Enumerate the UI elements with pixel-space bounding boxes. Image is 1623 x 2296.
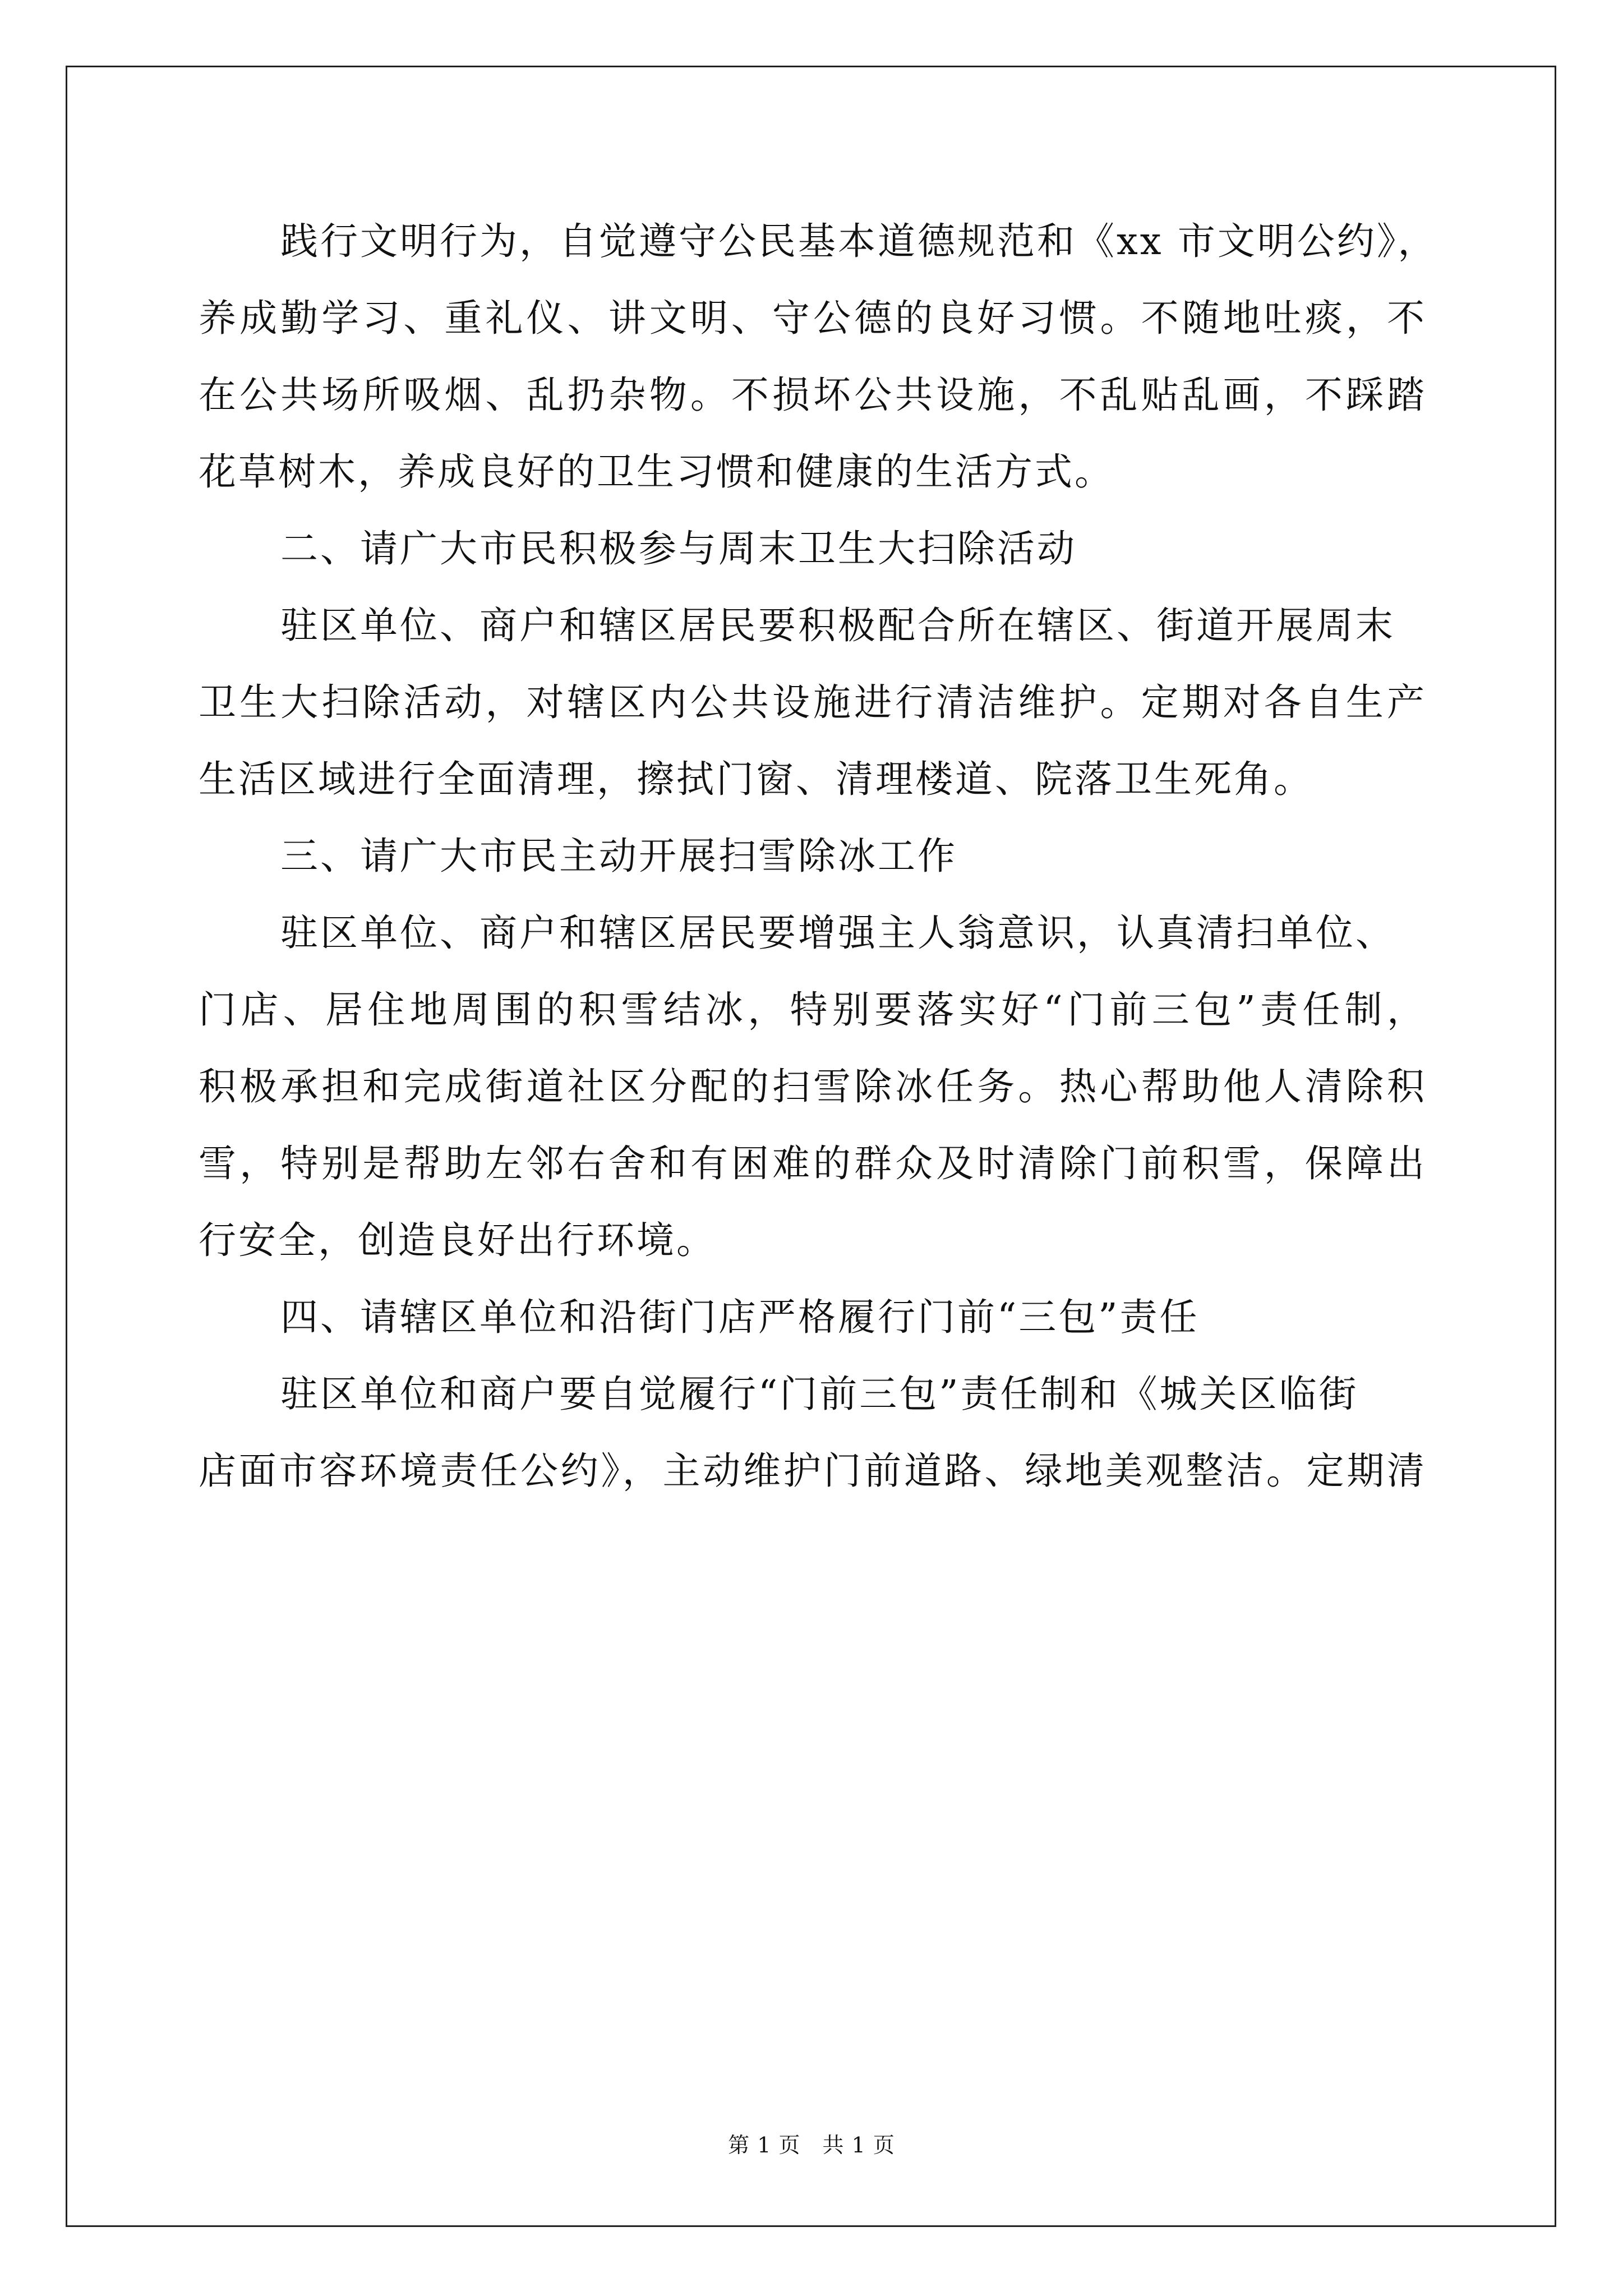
section-heading: 四、请辖区单位和沿街门店严格履行门前“三包”责任: [280, 1295, 1200, 1339]
paragraph-line: 践行文明行为，自觉遵守公民基本道德规范和《xx 市文明公约》，: [280, 219, 1438, 263]
paragraph-line: 在公共场所吸烟、乱扔杂物。不损坏公共设施，不乱贴乱画，不踩踏: [199, 373, 1427, 417]
paragraph-line: 驻区单位、商户和辖区居民要积极配合所在辖区、街道开展周末: [280, 604, 1395, 647]
paragraph-line: 积极承担和完成街道社区分配的扫雪除冰任务。热心帮助他人清除积: [199, 1065, 1427, 1108]
paragraph-line: 驻区单位和商户要自觉履行“门前三包”责任制和《城关区临街: [280, 1372, 1359, 1416]
paragraph-line: 店面市容环境责任公约》，主动维护门前道路、绿地美观整洁。定期清: [199, 1449, 1427, 1493]
paragraph-line: 门店、居住地周围的积雪结冰，特别要落实好“门前三包”责任制，: [199, 988, 1427, 1032]
page-number-footer: 第 1 页 共 1 页: [728, 2133, 895, 2157]
paragraph-line: 养成勤学习、重礼仪、讲文明、守公德的良好习惯。不随地吐痰，不: [199, 296, 1427, 340]
paragraph-line: 卫生大扫除活动，对辖区内公共设施进行清洁维护。定期对各自生产: [199, 680, 1427, 724]
paragraph-line: 生活区域进行全面清理，擦拭门窗、清理楼道、院落卫生死角。: [199, 757, 1313, 801]
section-heading: 二、请广大市民积极参与周末卫生大扫除活动: [280, 527, 1077, 570]
paragraph-line: 雪，特别是帮助左邻右舍和有困难的群众及时清除门前积雪，保障出: [199, 1142, 1427, 1185]
paragraph-line: 花草树木，养成良好的卫生习惯和健康的生活方式。: [199, 450, 1114, 494]
section-heading: 三、请广大市民主动开展扫雪除冰工作: [280, 834, 957, 878]
paragraph-line: 驻区单位、商户和辖区居民要增强主人翁意识，认真清扫单位、: [280, 911, 1395, 955]
paragraph-line: 行安全，创造良好出行环境。: [199, 1218, 716, 1262]
